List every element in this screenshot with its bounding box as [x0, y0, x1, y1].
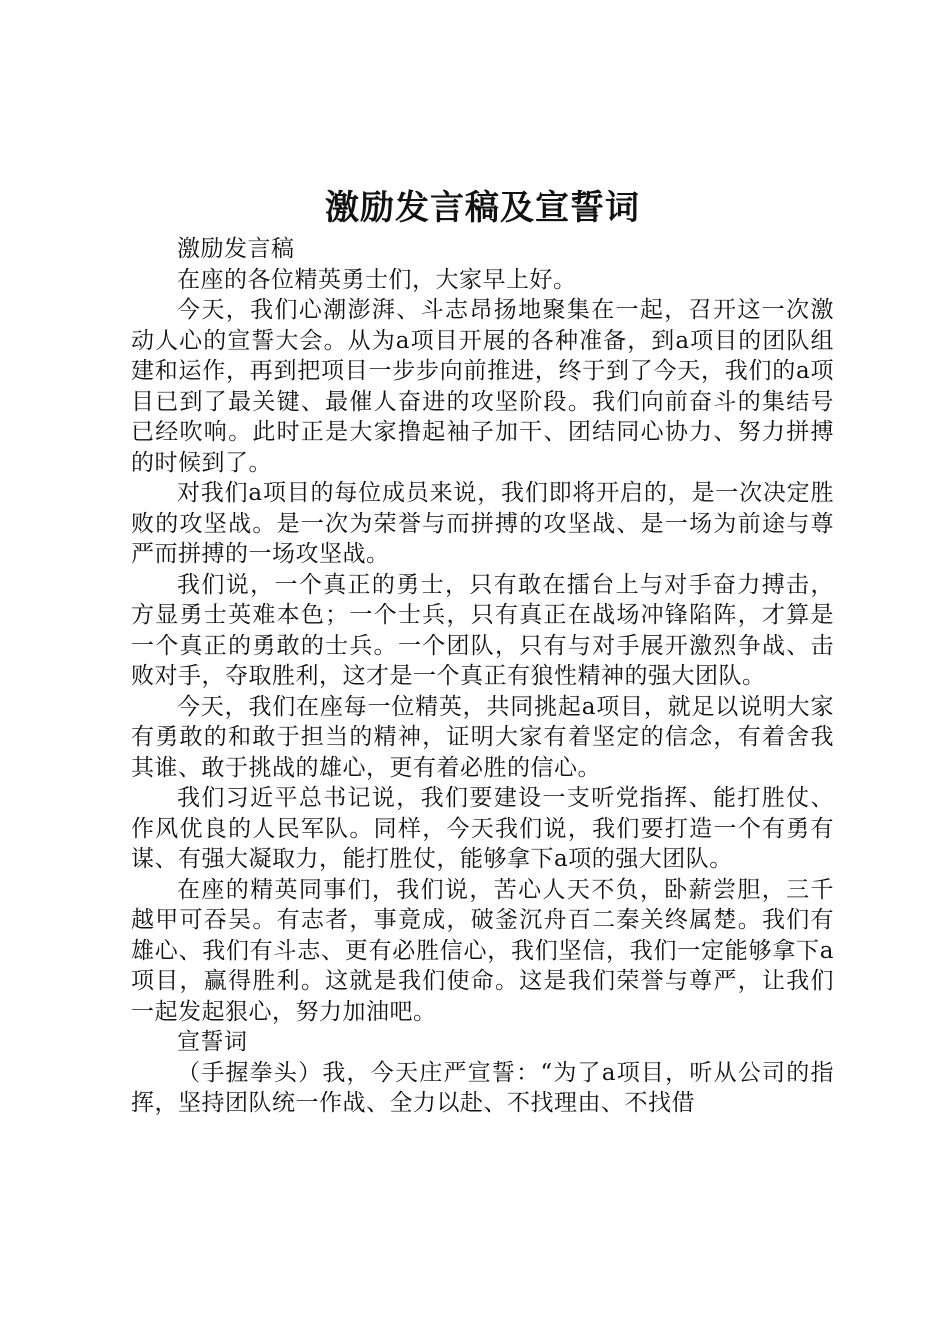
paragraph: 对我们a项目的每位成员来说，我们即将开启的，是一次决定胜败的攻坚战。是一次为荣誉与而拼搏的攻坚战、是一场为前途与尊严而拼搏的一场攻坚战。: [131, 480, 834, 567]
paragraph: 今天，我们心潮澎湃、斗志昂扬地聚集在一起，召开这一次激动人心的宣誓大会。从为a项目开展的各种准备，到a项目的团队组建和运作，再到把项目一步步向前推进，终于到了今天，我们的a项目已到了最关键、最催人奋进的攻坚阶段。我们向前奋斗的集结号已经吹响。此时正是大家撸起袖子加干、团结同心协力、努力拼搏的时候到了。: [131, 297, 834, 476]
section-heading-oath: 宣誓词: [177, 1029, 248, 1055]
paragraph: 我们说，一个真正的勇士，只有敢在擂台上与对手奋力搏击，方显勇士英难本色；一个士兵，只有真正在战场冲锋陷阵，才算是一个真正的勇敢的士兵。一个团队，只有与对手展开激烈争战、击败对手，夺取胜利，这才是一个真正有狼性精神的强大团队。: [131, 571, 834, 689]
section-heading-speech: 激励发言稿: [177, 236, 295, 262]
paragraph: 今天，我们在座每一位精英，共同挑起a项目，就足以说明大家有勇敢的和敢于担当的精神，证明大家有着坚定的信念，有着舍我其谁、敢于挑战的雄心，更有着必胜的信心。: [131, 693, 834, 781]
paragraph: 在座的各位精英勇士们，大家早上好。: [177, 266, 577, 293]
paragraph: （手握拳头）我，今天庄严宣誓：“为了a项目，听从公司的指挥，坚持团队统一作战、全力以赴、不找理由、不找借: [131, 1059, 834, 1116]
paragraph: 在座的精英同事们，我们说，苦心人天不负，卧薪尝胆，三千越甲可吞吴。有志者，事竟成，破釜沉舟百二秦关终属楚。我们有雄心、我们有斗志、更有必胜信心，我们坚信，我们一定能够拿下a项目，赢得胜利。这就是我们使命。这是我们荣誉与尊严，让我们一起发起狠心，努力加油吧。: [131, 876, 834, 1025]
paragraph: 我们习近平总书记说，我们要建设一支听党指挥、能打胜仗、作风优良的人民军队。同样，今天我们说，我们要打造一个有勇有谋、有强大凝取力，能打胜仗，能够拿下a项的强大团队。: [131, 785, 834, 872]
document-page: [131, 182, 834, 1119]
document-title: 激励发言稿及宣誓词: [325, 188, 640, 228]
